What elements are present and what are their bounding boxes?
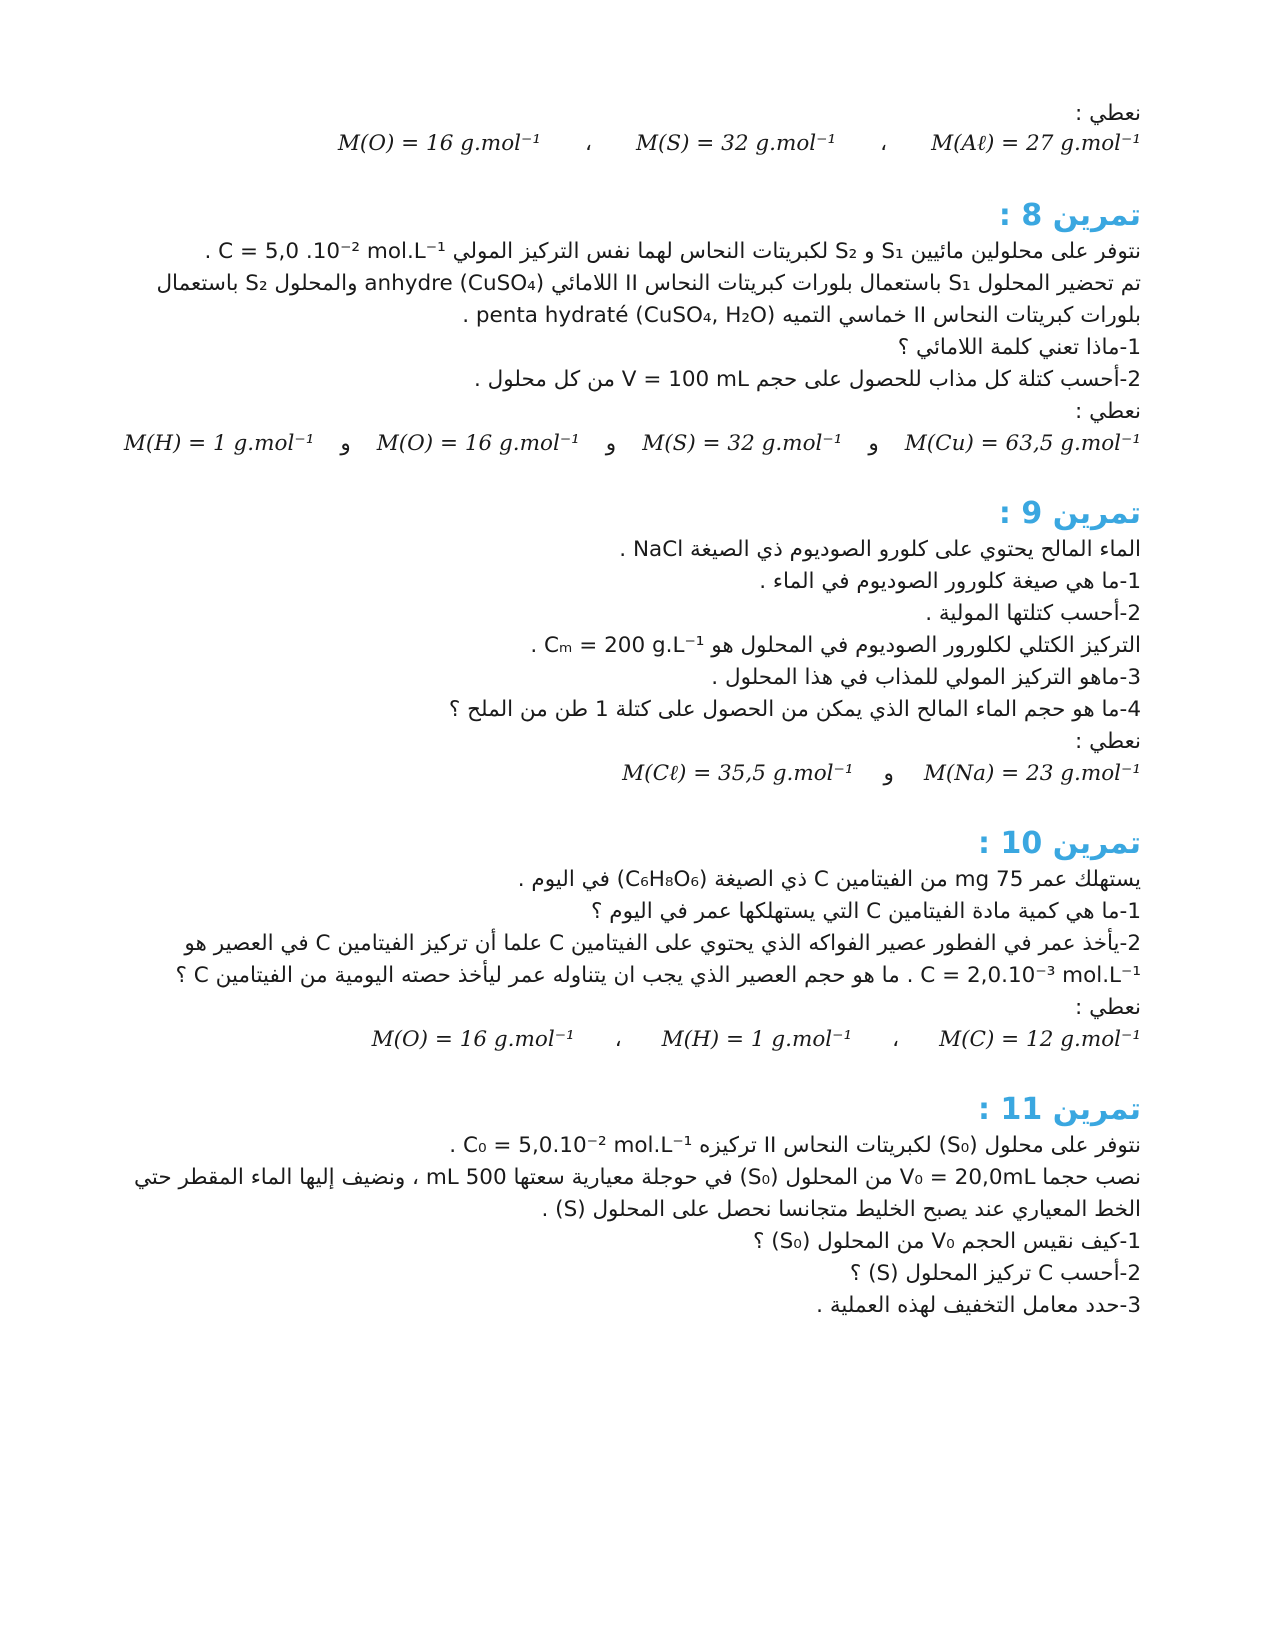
ex11-question-3: 3-حدد معامل التخفيف لهذه العملية . (816, 1293, 1141, 1318)
molar-mass: M(H) = 1 g.mol⁻¹ (123, 431, 315, 456)
molar-mass: M(C) = 12 g.mol⁻¹ (939, 1027, 1141, 1052)
exercise-8-title: تمرين 8 : (998, 198, 1141, 233)
ex9-question-3: 3-ماهو التركيز المولي للمذاب في هذا المحلول . (711, 665, 1141, 690)
ex8-line: نتوفر على محلولين مائيين S₁ و S₂ لكبريتات النحاس لهما نفس التركيز المولي C = 5,0 .10⁻² mol.L⁻¹ . (204, 239, 1141, 264)
ex11-line: نصب حجما V₀ = 20,0mL من المحلول (S₀) في حوجلة معيارية سعتها 500 mL ، ونضيف إليها الماء المقطر حتي (134, 1165, 1141, 1190)
molar-mass: M(Na) = 23 g.mol⁻¹ (923, 761, 1141, 786)
ex9-question-4: 4-ما هو حجم الماء المالح الذي يمكن من الحصول على كتلة 1 طن من الملح ؟ (448, 697, 1141, 722)
ex8-line: تم تحضير المحلول S₁ باستعمال بلورات كبريتات النحاس II اللامائي anhydre (CuSO₄) والمحلول S₂ باستعمال (156, 271, 1141, 296)
ex8-question-1: 1-ماذا تعني كلمة اللامائي ؟ (897, 335, 1141, 360)
molar-mass: M(S) = 32 g.mol⁻¹ (642, 431, 843, 456)
ex8-line: بلورات كبريتات النحاس II خماسي التميه penta hydraté (CuSO₄, H₂O) . (462, 303, 1141, 328)
ex10-line: يستهلك عمر 75 mg من الفيتامين C ذي الصيغة (C₆H₈O₆) في اليوم . (517, 867, 1141, 892)
separator: و (340, 431, 351, 456)
separator: و (605, 431, 617, 456)
exercise-10-title: تمرين 10 : (978, 826, 1141, 861)
ex11-question-1: 1-كيف نقيس الحجم V₀ من المحلول (S₀) ؟ (753, 1229, 1141, 1254)
ex10-question-1: 1-ما هي كمية مادة الفيتامين C التي يستهلكها عمر في اليوم ؟ (591, 899, 1141, 924)
separator: ، (614, 1027, 622, 1052)
separator: ، (585, 131, 592, 156)
ex10-line: C = 2,0.10⁻³ mol.L⁻¹ . ما هو حجم العصير الذي يجب ان يتناوله عمر ليأخذ حصته اليومية من الفيتامين C ؟ (175, 963, 1141, 988)
molar-masses-row-8 (124, 428, 1141, 460)
separator: ، (880, 131, 888, 156)
separator: ، (892, 1027, 900, 1052)
ex10-question-2: 2-يأخذ عمر في الفطور عصير الفواكه الذي يحتوي على الفيتامين C علما أن تركيز الفيتامين C في العصير هو (184, 931, 1141, 956)
ex9-line: الماء المالح يحتوي على كلورو الصوديوم ذي الصيغة NaCl . (619, 537, 1141, 562)
ex8-question-2: 2-أحسب كتلة كل مذاب للحصول على حجم V = 100 mL من كل محلول . (473, 367, 1141, 392)
molar-masses-row-9 (622, 758, 1141, 790)
ex9-question-1: 1-ما هي صيغة كلورور الصوديوم في الماء . (759, 569, 1141, 594)
molar-mass: M(O) = 16 g.mol⁻¹ (337, 131, 541, 156)
separator: و (868, 431, 879, 456)
molar-mass: M(O) = 16 g.mol⁻¹ (376, 431, 580, 456)
exercise-9-title: تمرين 9 : (998, 496, 1141, 531)
ex9-question-2: 2-أحسب كتلتها المولية . (925, 601, 1141, 626)
molar-mass: M(Aℓ) = 27 g.mol⁻¹ (931, 131, 1141, 156)
separator: و (883, 761, 894, 786)
given-label: نعطي : (1075, 399, 1141, 424)
ex11-question-2: 2-أحسب C تركيز المحلول (S) ؟ (849, 1261, 1141, 1286)
given-label: نعطي : (1075, 729, 1141, 754)
ex11-line: نتوفر على محلول (S₀) لكبريتات النحاس II تركيزه C₀ = 5,0.10⁻² mol.L⁻¹ . (449, 1133, 1141, 1158)
exercise-11-title: تمرين 11 : (978, 1092, 1141, 1127)
ex11-line: الخط المعياري عند يصبح الخليط متجانسا نحصل على المحلول (S) . (541, 1197, 1141, 1222)
molar-mass: M(O) = 16 g.mol⁻¹ (371, 1027, 575, 1052)
molar-masses-row-10 (372, 1024, 1141, 1056)
ex9-line: التركيز الكتلي لكلورور الصوديوم في المحلول هو Cₘ = 200 g.L⁻¹ . (530, 633, 1141, 658)
molar-mass: M(Cℓ) = 35,5 g.mol⁻¹ (622, 761, 854, 786)
molar-masses-row-0 (338, 128, 1141, 160)
molar-mass: M(Cu) = 63,5 g.mol⁻¹ (904, 431, 1141, 456)
given-label: نعطي : (1075, 995, 1141, 1020)
given-label: نعطي : (1075, 101, 1141, 126)
molar-mass: M(H) = 1 g.mol⁻¹ (661, 1027, 853, 1052)
molar-mass: M(S) = 32 g.mol⁻¹ (635, 131, 837, 156)
